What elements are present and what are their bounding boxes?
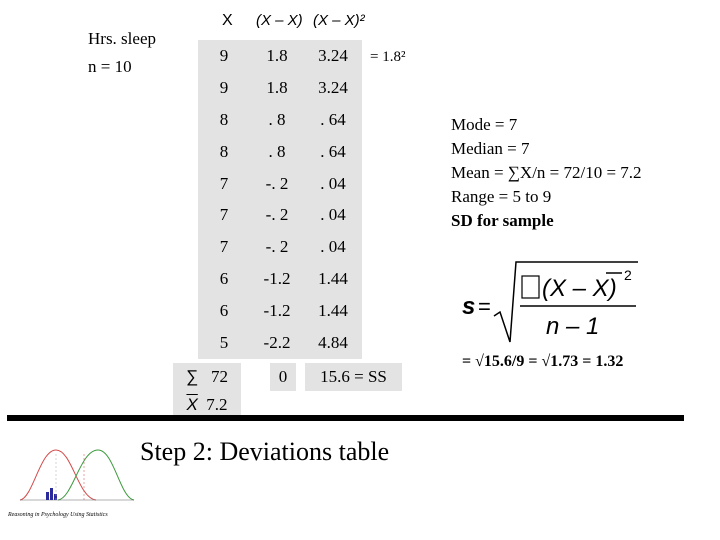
deviation-cell: -1.2: [263, 269, 291, 289]
mean-symbol: $\overline{X}$: [186, 395, 198, 414]
sample-size-label: n = 10: [88, 57, 132, 76]
formula-denominator: n – 1: [546, 313, 600, 340]
x-cell: 9: [219, 77, 229, 97]
formula-exponent: 2: [624, 267, 632, 283]
table-row: [198, 199, 362, 231]
table-row: [198, 104, 362, 136]
x-cell: 8: [219, 141, 229, 161]
squared-deviation-cell: . 64: [320, 109, 346, 129]
sum-total: [173, 363, 241, 391]
divider-bar: [7, 415, 684, 421]
squared-deviation-cell: . 04: [320, 173, 346, 193]
mode-text: Mode = 7: [451, 115, 518, 134]
table-row: [198, 263, 362, 295]
sum-value: 72: [210, 367, 228, 386]
squared-deviation-cell: . 64: [320, 141, 346, 161]
column-header-deviation: (X – X): [256, 12, 303, 29]
deviation-cell: -. 2: [265, 173, 289, 193]
column-header-squared-deviation: (X – X)²: [313, 12, 365, 29]
sum-symbol: ∑: [186, 367, 199, 386]
sd-heading: SD for sample: [451, 211, 554, 230]
x-cell: 7: [219, 205, 229, 225]
squared-deviation-cell: 1.44: [318, 269, 348, 289]
summation-placeholder-icon: [522, 276, 539, 298]
deviation-cell: -. 2: [265, 237, 289, 257]
table-row: [198, 168, 362, 200]
formula-equals: =: [478, 294, 491, 319]
deviation-cell: 1.8: [266, 77, 288, 97]
x-cell: 9: [219, 45, 229, 65]
squared-deviation-cell: 3.24: [318, 77, 348, 97]
table-row: [198, 136, 362, 168]
x-cell: 7: [219, 173, 229, 193]
step-title: Step 2: Deviations table: [140, 437, 390, 466]
distribution-logo-icon: [18, 440, 138, 512]
variance-note: = 1.8²: [370, 49, 406, 65]
deviation-cell: 1.8: [266, 45, 288, 65]
squared-deviation-cell: 4.84: [318, 333, 348, 352]
sd-formula: [460, 256, 640, 346]
deviation-cell: -2.2: [263, 333, 291, 352]
table-row: [198, 40, 362, 72]
summary-stats: [451, 113, 642, 233]
deviation-cell: . 8: [268, 141, 286, 161]
table-row: [198, 327, 362, 359]
hrs-sleep-label: Hrs. sleep: [88, 29, 156, 48]
column-header-x: X: [222, 12, 233, 29]
table-row: [198, 231, 362, 263]
squared-deviation-cell: . 04: [320, 205, 346, 225]
x-cell: 6: [219, 301, 229, 321]
deviation-cell: -. 2: [265, 205, 289, 225]
deviation-cell: . 8: [268, 109, 286, 129]
x-cell: 8: [219, 109, 229, 129]
formula-s: s: [462, 293, 476, 320]
range-text: Range = 5 to 9: [451, 187, 552, 206]
squared-deviation-cell: . 04: [320, 237, 346, 257]
sd-result: = √15.6/9 = √1.73 = 1.32: [462, 353, 624, 370]
deviation-sum: 0: [270, 363, 296, 391]
median-text: Median = 7: [451, 139, 530, 158]
deviation-cell: -1.2: [263, 301, 291, 321]
table-row: [198, 295, 362, 327]
deviations-table: [198, 40, 362, 359]
mean-value: 7.2: [206, 395, 228, 414]
x-cell: 6: [219, 269, 229, 289]
squared-deviation-cell: 1.44: [318, 301, 348, 321]
x-cell: 7: [219, 237, 229, 257]
squared-deviation-cell: 3.24: [318, 45, 348, 65]
mean-text: Mean = ∑X/n = 72/10 = 7.2: [451, 163, 642, 182]
formula-numerator: (X – X): [542, 275, 617, 302]
footer-caption: Reasoning in Psychology Using Statistics: [8, 512, 108, 518]
x-cell: 5: [219, 333, 229, 352]
sum-of-squares: 15.6 = SS: [305, 363, 402, 391]
table-row: [198, 72, 362, 104]
